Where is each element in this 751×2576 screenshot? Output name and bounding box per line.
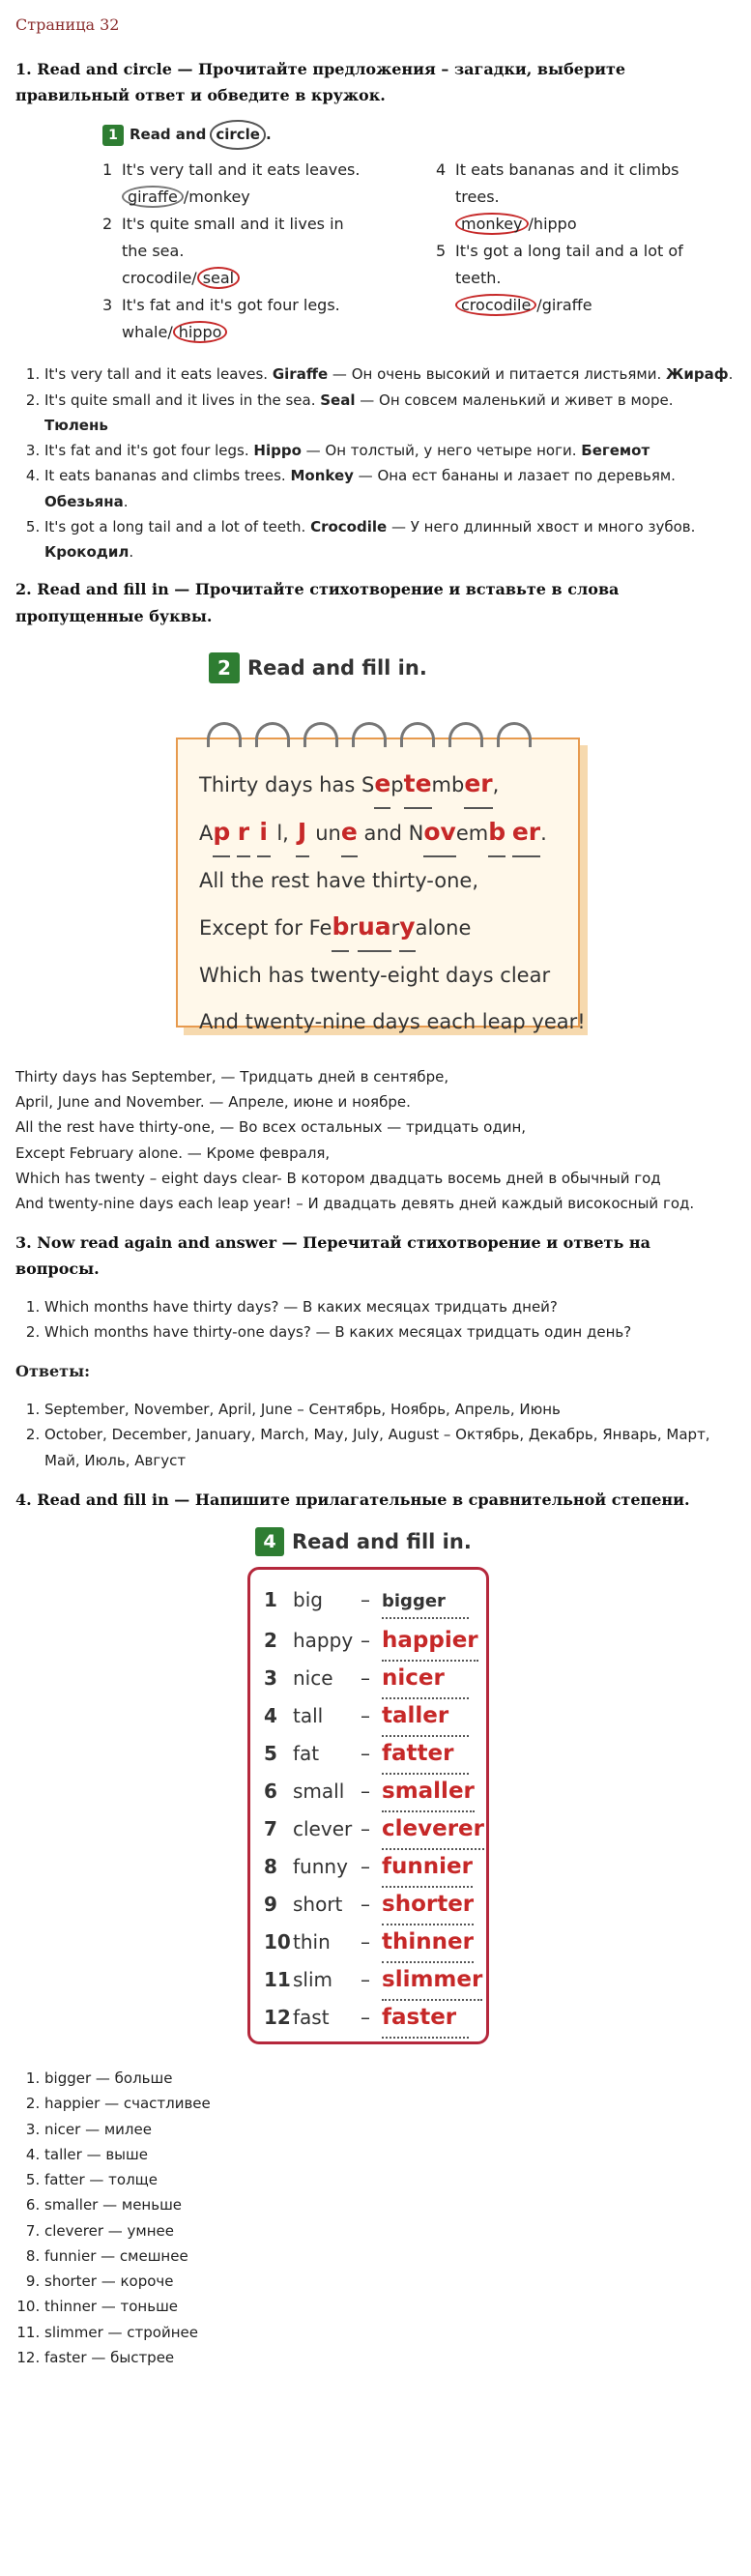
adjective: nice (293, 1666, 333, 1691)
riddle-body (122, 211, 344, 292)
riddle-body (455, 157, 679, 238)
dash: – (361, 1704, 370, 1728)
option-separator: / (536, 296, 542, 315)
section-1-answers (15, 362, 736, 564)
question-item: 2. Which months have thirty-one days? — В каких месяцах тридцать один день? (44, 1319, 736, 1345)
riddle-body (455, 238, 683, 319)
comparative-answer: slimmer (382, 1960, 482, 2001)
poem-text: r (349, 915, 358, 940)
comparative-answer: bigger (382, 1586, 469, 1619)
poem-text: And twenty-nine days each leap year! (199, 1009, 586, 1033)
question-item: 1. Which months have thirty days? — В каких месяцах тридцать дней? (44, 1294, 736, 1319)
filled-letters: e (341, 809, 358, 857)
exercise-4-image (247, 1524, 499, 2046)
row-number: 9 (264, 1893, 277, 1917)
adjective-row (264, 1847, 486, 1885)
exercise-2-image (170, 641, 595, 1047)
poem-text: . (540, 821, 547, 845)
poem-text: alone (415, 915, 472, 940)
section-3-questions (15, 1294, 736, 1346)
poem-text: Except for Fe (199, 915, 332, 940)
riddle-line: It's very tall and it eats leaves. (122, 160, 361, 180)
riddle-options (122, 319, 340, 346)
comparative-answer: faster (382, 1998, 469, 2039)
dash: – (361, 2006, 370, 2030)
adjective-row (264, 1923, 486, 1960)
russian-answer: Жираф (665, 365, 729, 384)
comparative-answer: happier (382, 1621, 478, 1662)
item-number: 5 (436, 242, 447, 261)
adjective: small (293, 1780, 345, 1804)
filled-letters: er (512, 809, 540, 857)
riddle-item (102, 211, 392, 292)
comparative-answer: shorter (382, 1885, 474, 1925)
comparative-answer: thinner (382, 1923, 474, 1963)
option-monkey: monkey (455, 213, 529, 235)
answer-item: 6. smaller — меньше (44, 2192, 736, 2217)
option-hippo: hippo (533, 215, 577, 234)
answer-item: 11. slimmer — стройнее (44, 2320, 736, 2345)
russian-translation: — Он очень высокий и питается листьями. (328, 365, 666, 384)
row-number: 8 (264, 1855, 277, 1879)
answer-item: 1. bigger — больше (44, 2066, 736, 2091)
item-number: 4 (436, 160, 447, 180)
punctuation: . (123, 492, 129, 510)
answer-item: 1. September, November, April, June – Сентябрь, Ноябрь, Апрель, Июнь (44, 1397, 736, 1422)
option-giraffe: giraffe (541, 296, 592, 315)
item-number: 3 (102, 296, 113, 315)
riddle-options (122, 184, 360, 211)
russian-answer: Бегемот (581, 442, 650, 460)
calendar-rings (207, 722, 532, 747)
row-number: 4 (264, 1704, 277, 1728)
poem-text: em (455, 821, 489, 845)
riddle-item (436, 238, 687, 319)
option-separator: / (183, 188, 189, 207)
poem-line (199, 952, 586, 999)
row-number: 10 (264, 1930, 291, 1954)
exercise-1-left-column (102, 157, 392, 346)
dash: – (361, 1666, 370, 1691)
poem-text (230, 822, 237, 845)
poem-text: , (492, 772, 500, 796)
poem-text: r (390, 915, 400, 940)
riddle-line: teeth. (455, 269, 502, 288)
ring-icon (448, 722, 483, 747)
filled-letters: J (296, 809, 309, 857)
ring-icon (255, 722, 290, 747)
english-sentence: It's quite small and it lives in the sea. (44, 391, 321, 409)
item-number: 1 (102, 160, 113, 180)
adjective-row (264, 1621, 486, 1659)
answer-item (44, 514, 736, 565)
dash: – (361, 1968, 370, 1992)
ring-icon (497, 722, 532, 747)
option-monkey: monkey (188, 188, 250, 207)
riddle-body (122, 157, 360, 211)
translation-line: All the rest have thirty-one, — Во всех остальных — тридцать один, (15, 1118, 527, 1137)
comparative-answer: cleverer (382, 1809, 484, 1850)
poem-line (199, 999, 586, 1045)
poem-line (199, 809, 586, 857)
option-crocodile: crocodile (122, 269, 192, 288)
filled-letters: er (464, 761, 492, 809)
english-answer: Monkey (290, 467, 354, 485)
adjective: short (293, 1893, 343, 1917)
section-3-answers (15, 1397, 736, 1473)
filled-letters: b (488, 809, 505, 857)
adjective-row (264, 1696, 486, 1734)
filled-letters: ua (358, 904, 391, 952)
exercise-number-badge: 4 (255, 1527, 284, 1556)
adjective-box (247, 1567, 489, 2044)
translation-line: April, June and November. — Апреле, июне и ноябре. (15, 1093, 411, 1111)
answer-item: 4. taller — выше (44, 2142, 736, 2167)
poem-text: mb (431, 772, 465, 796)
english-answer: Seal (320, 391, 356, 409)
poem-text: A (199, 821, 214, 845)
riddle-body (122, 292, 340, 346)
answer-item: 8. funnier — смешнее (44, 2243, 736, 2269)
poem-text (250, 822, 257, 845)
russian-translation: — Он совсем маленький и живет в море. (355, 391, 674, 409)
translation-line: Which has twenty – eight days clear- В котором двадцать восемь дней в обычный год (15, 1169, 661, 1187)
filled-letters: b (332, 904, 349, 952)
row-number: 12 (264, 2006, 291, 2030)
answer-item (44, 362, 736, 387)
answer-item (44, 438, 736, 463)
answers-heading: Ответы: (15, 1362, 91, 1381)
adjective-row (264, 1659, 486, 1696)
comparative-answer: smaller (382, 1772, 475, 1812)
item-number: 2 (102, 215, 113, 234)
poem-text: Thirty days has S (199, 772, 375, 796)
english-answer: Hippo (253, 442, 302, 460)
english-sentence: It's got a long tail and a lot of teeth. (44, 517, 311, 535)
exercise-1-image (83, 120, 682, 352)
russian-answer: Обезьяна (44, 492, 124, 510)
dash: – (361, 1780, 370, 1804)
row-number: 3 (264, 1666, 277, 1691)
adjective: big (293, 1588, 323, 1612)
russian-answer: Тюлень (44, 416, 108, 434)
adjective: clever (293, 1817, 353, 1841)
translation-line: And twenty-nine days each leap year! – И двадцать девять дней каждый високосный год. (15, 1195, 695, 1212)
poem (199, 761, 586, 1045)
comparative-answer: nicer (382, 1659, 469, 1699)
riddle-line: trees. (455, 188, 500, 207)
answer-item: 5. fatter — толще (44, 2167, 736, 2192)
poem-line (199, 857, 586, 904)
riddle-line: It's fat and it's got four legs. (122, 296, 340, 315)
option-separator: / (528, 215, 534, 234)
answer-item (44, 388, 736, 439)
dash: – (361, 1817, 370, 1841)
answer-item: 2. happier — счастливее (44, 2091, 736, 2116)
option-whale: whale (122, 323, 168, 342)
filled-letters: y (399, 904, 415, 952)
comparative-answer: fatter (382, 1734, 469, 1775)
adjective: happy (293, 1629, 354, 1653)
dash: – (361, 1742, 370, 1766)
row-number: 7 (264, 1817, 277, 1841)
russian-translation: — У него длинный хвост и много зубов. (387, 517, 696, 535)
translation-line: Except February alone. — Кроме февраля, (15, 1143, 331, 1162)
adjective-row (264, 1734, 486, 1772)
answer-item: 2. October, December, January, March, May, July, August – Октябрь, Декабрь, Январь, Март, Май, Июль, Август (44, 1422, 736, 1473)
answer-item: 12. faster — быстрее (44, 2345, 736, 2370)
option-crocodile: crocodile (455, 294, 536, 316)
adjective-row (264, 1885, 486, 1923)
filled-letters: e (374, 761, 390, 809)
ring-icon (303, 722, 338, 747)
filled-letters: r (237, 809, 250, 857)
adjective-row (264, 1583, 486, 1621)
adjective: thin (293, 1930, 331, 1954)
row-number: 6 (264, 1780, 277, 1804)
calendar-page (176, 738, 586, 1033)
filled-letters: i (257, 809, 271, 857)
filled-letters: p (213, 809, 230, 857)
poem-text: un (308, 821, 341, 845)
riddle-line: the sea. (122, 242, 185, 261)
poem-text (505, 822, 512, 845)
section-4-heading: 4. Read and fill in — Напишите прилагательные в сравнительной степени. (15, 1490, 690, 1509)
section-1-heading: 1. Read and circle — Прочитайте предложения – загадки, выберите правильный ответ и обведите в кружок. (15, 60, 626, 105)
adjective-row (264, 1998, 486, 2036)
option-hippo: hippo (173, 321, 228, 343)
dash: – (361, 1855, 370, 1879)
poem-text: and N (357, 821, 424, 845)
section-2-translation (15, 1064, 736, 1217)
page-title: Страница 32 (15, 15, 120, 34)
dash: – (361, 1629, 370, 1653)
exercise-4-title: 4 Read and fill in. (255, 1524, 472, 1560)
section-3-heading: 3. Now read again and answer — Перечитай стихотворение и ответь на вопросы. (15, 1233, 650, 1279)
riddle-line: It's got a long tail and a lot of (455, 242, 683, 261)
adjective: tall (293, 1704, 324, 1728)
row-number: 11 (264, 1968, 291, 1992)
option-separator: / (167, 323, 173, 342)
ring-icon (400, 722, 435, 747)
option-separator: / (191, 269, 197, 288)
poem-text: l, (270, 821, 296, 845)
option-seal: seal (197, 267, 240, 289)
comparative-answer: funnier (382, 1847, 473, 1888)
dash: – (361, 1893, 370, 1917)
answer-item: 9. shorter — короче (44, 2269, 736, 2294)
riddle-item (102, 157, 392, 211)
exercise-2-title: 2 Read and fill in. (209, 651, 427, 686)
poem-text: p (390, 772, 404, 796)
russian-answer: Крокодил (44, 543, 130, 562)
riddle-line: It's quite small and it lives in (122, 215, 344, 234)
row-number: 2 (264, 1629, 277, 1653)
english-sentence: It's fat and it's got four legs. (44, 442, 254, 460)
exercise-number-badge: 1 (102, 125, 124, 146)
adjective: slim (293, 1968, 333, 1992)
english-sentence: It's very tall and it eats leaves. (44, 365, 273, 384)
russian-translation: — Он толстый, у него четыре ноги. (301, 442, 582, 460)
filled-letters: ov (423, 809, 455, 857)
section-4-answers (15, 2066, 736, 2370)
english-sentence: It eats bananas and climbs trees. (44, 467, 291, 485)
english-answer: Crocodile (310, 517, 388, 535)
option-giraffe: giraffe (122, 186, 184, 208)
ring-icon (352, 722, 387, 747)
riddle-item (436, 157, 687, 238)
adjective-row (264, 1772, 486, 1809)
poem-text: All the rest have thirty-one, (199, 868, 479, 892)
comparative-answer: taller (382, 1696, 469, 1737)
exercise-number-badge: 2 (209, 652, 240, 683)
ring-icon (207, 722, 242, 747)
riddle-options (455, 211, 679, 238)
answer-item: 10. thinner — тоньше (44, 2294, 736, 2319)
adjective: fast (293, 2006, 330, 2030)
english-answer: Giraffe (272, 365, 329, 384)
riddle-options (122, 265, 344, 292)
poem-line (199, 761, 586, 809)
translation-line: Thirty days has September, — Тридцать дней в сентябре, (15, 1067, 449, 1085)
row-number: 5 (264, 1742, 277, 1766)
poem-text: Which has twenty-eight days clear (199, 963, 551, 987)
answer-item: 3. nicer — милее (44, 2117, 736, 2142)
exercise-1-title: 1 Read and circle . (102, 120, 272, 149)
russian-translation: — Она ест бананы и лазает по деревьям. (353, 467, 676, 485)
punctuation: . (728, 365, 734, 384)
filled-letters: te (404, 761, 432, 809)
section-2-heading: 2. Read and fill in — Прочитайте стихотворение и вставьте в слова пропущенные буквы. (15, 580, 620, 625)
exercise-1-right-column (436, 157, 687, 319)
dash: – (361, 1930, 370, 1954)
poem-line (199, 904, 586, 952)
adjective-row (264, 1960, 486, 1998)
riddle-line: It eats bananas and it climbs (455, 160, 679, 180)
row-number: 1 (264, 1588, 277, 1612)
punctuation: . (129, 543, 134, 562)
dash: – (361, 1588, 370, 1612)
adjective-row (264, 1809, 486, 1847)
adjective: fat (293, 1742, 320, 1766)
answer-item (44, 463, 736, 514)
riddle-item (102, 292, 392, 346)
answer-item: 7. cleverer — умнее (44, 2218, 736, 2243)
riddle-options (455, 292, 683, 319)
circled-word: circle (210, 120, 266, 149)
adjective: funny (293, 1855, 348, 1879)
